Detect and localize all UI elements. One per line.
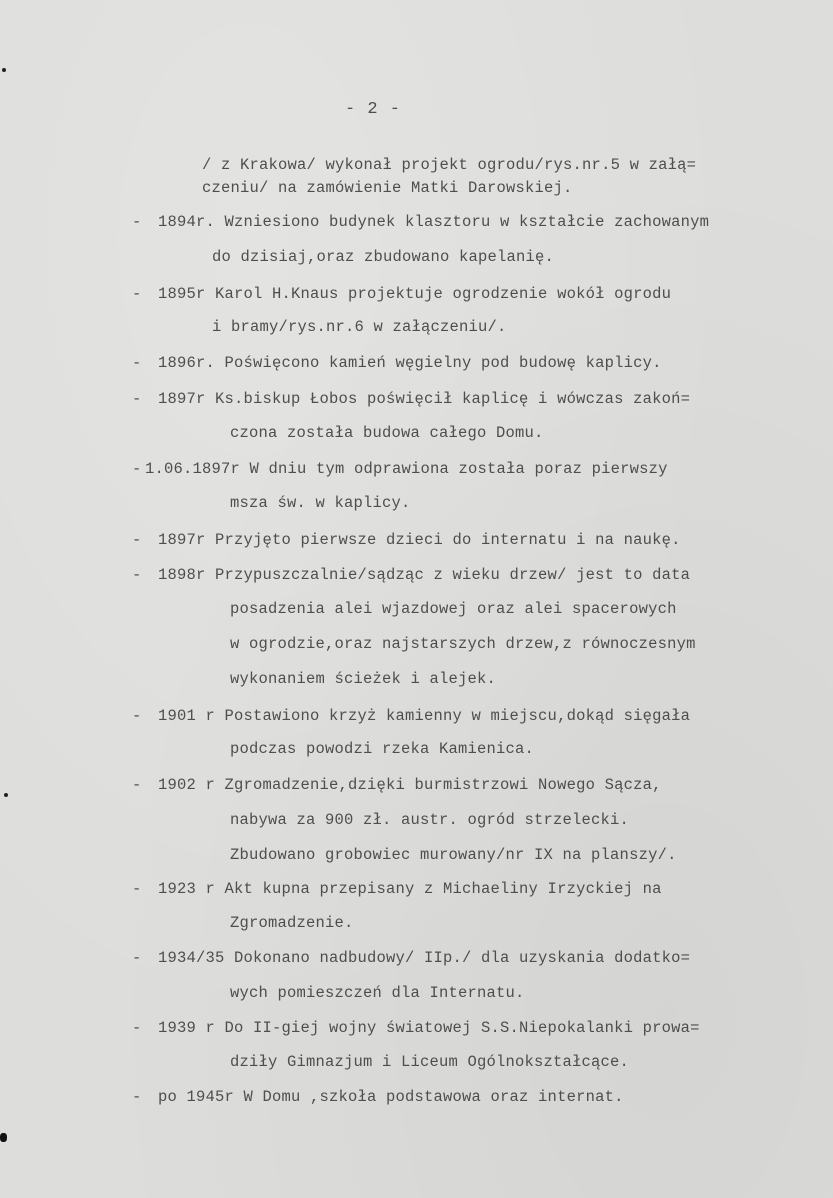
entry-dash: - — [132, 566, 142, 584]
entry-dash: - — [132, 213, 142, 231]
entry-dash: - — [132, 390, 142, 408]
text-line: nabywa za 900 zł. austr. ogród strzelecki. — [230, 811, 630, 829]
entry-dash: - — [132, 1088, 142, 1106]
entry-dash: - — [132, 1019, 142, 1037]
page-number: - 2 - — [345, 100, 402, 119]
entry-dash: - — [132, 460, 142, 478]
text-line: 1901 r Postawiono krzyż kamienny w miejscu,dokąd sięgała — [158, 707, 691, 725]
text-line: 1895r Karol H.Knaus projektuje ogrodzenie wokół ogrodu — [158, 285, 672, 303]
entry-dash: - — [132, 285, 142, 303]
text-line: 1923 r Akt kupna przepisany z Michaeliny Irzyckiej na — [158, 880, 662, 898]
entry-dash: - — [132, 354, 142, 372]
entry-dash: - — [132, 776, 142, 794]
text-line: 1897r Ks.biskup Łobos poświęcił kaplicę i wówczas zakoń= — [158, 390, 691, 408]
text-line: i bramy/rys.nr.6 w załączeniu/. — [212, 318, 507, 336]
text-line: 1934/35 Dokonano nadbudowy/ IIp./ dla uzyskania dodatko= — [158, 949, 691, 967]
text-line: 1898r Przypuszczalnie/sądząc z wieku drzew/ jest to data — [158, 566, 691, 584]
entry-dash: - — [132, 531, 142, 549]
text-line: / z Krakowa/ wykonał projekt ogrodu/rys.nr.5 w załą= — [202, 156, 697, 174]
text-line: 1.06.1897r W dniu tym odprawiona została poraz pierwszy — [145, 460, 668, 478]
text-line: czona została budowa całego Domu. — [230, 424, 544, 442]
text-line: podczas powodzi rzeka Kamienica. — [230, 740, 535, 758]
text-line: 1939 r Do II-giej wojny światowej S.S.Niepokalanki prowa= — [158, 1019, 700, 1037]
text-line: 1902 r Zgromadzenie,dzięki burmistrzowi Nowego Sącza, — [158, 776, 662, 794]
text-line: wych pomieszczeń dla Internatu. — [230, 984, 525, 1002]
text-line: 1897r Przyjęto pierwsze dzieci do internatu i na naukę. — [158, 531, 681, 549]
entry-dash: - — [132, 707, 142, 725]
text-line: dziły Gimnazjum i Liceum Ogólnokształcące. — [230, 1053, 630, 1071]
text-line: 1894r. Wzniesiono budynek klasztoru w kształcie zachowanym — [158, 213, 710, 231]
text-line: msza św. w kaplicy. — [230, 494, 411, 512]
margin-speck — [2, 68, 6, 72]
text-line: wykonaniem ścieżek i alejek. — [230, 670, 497, 688]
text-line: 1896r. Poświęcono kamień węgielny pod budowę kaplicy. — [158, 354, 662, 372]
entry-dash: - — [132, 880, 142, 898]
margin-speck — [0, 1133, 7, 1142]
text-line: Zbudowano grobowiec murowany/nr IX na planszy/. — [230, 846, 677, 864]
text-line: do dzisiaj,oraz zbudowano kapelanię. — [212, 248, 555, 266]
text-line: czeniu/ na zamówienie Matki Darowskiej. — [202, 179, 573, 197]
text-line: Zgromadzenie. — [230, 914, 354, 932]
margin-speck — [4, 793, 8, 797]
text-line: po 1945r W Domu ,szkoła podstawowa oraz internat. — [158, 1088, 624, 1106]
entry-dash: - — [132, 949, 142, 967]
text-line: posadzenia alei wjazdowej oraz alei spacerowych — [230, 600, 677, 618]
text-line: w ogrodzie,oraz najstarszych drzew,z równoczesnym — [230, 635, 696, 653]
